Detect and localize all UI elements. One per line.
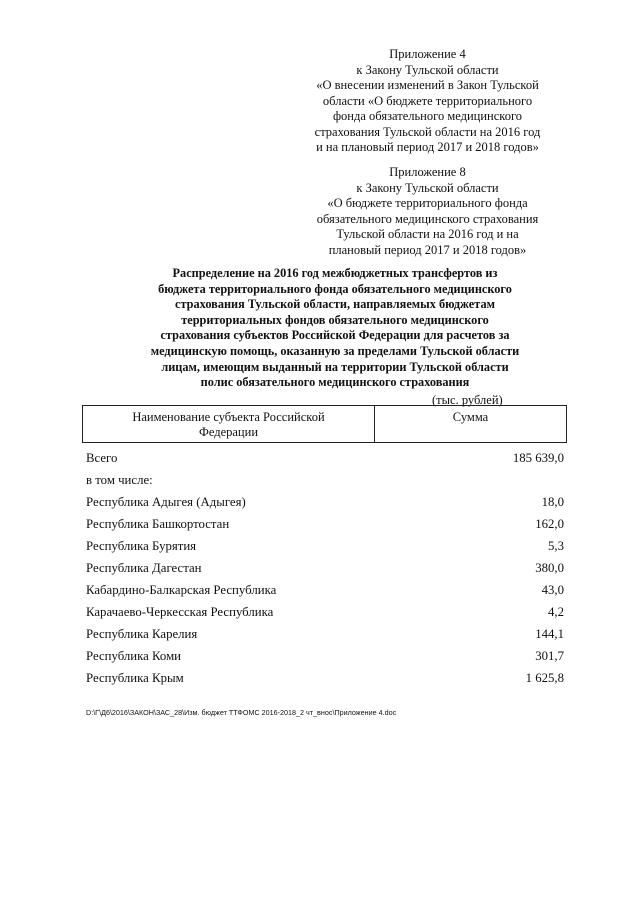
document-title	[100, 266, 570, 391]
row-name: Республика Дагестан	[86, 561, 202, 575]
row-name: Республика Адыгея (Адыгея)	[86, 495, 246, 509]
table-row	[86, 517, 564, 535]
header-subject-name-line: Наименование субъекта Российской	[132, 410, 325, 424]
table-row	[86, 473, 564, 491]
table-header	[82, 405, 567, 443]
annex-4-line: области «О бюджете территориального	[322, 93, 533, 108]
annex-8-line: Тульской области на 2016 год и на	[336, 227, 519, 241]
file-path-footer: D:\Г\Д6\2016\ЗАКОН\ЗАС_28\Изм. бюджет ТТФОМС 2016-2018_2 чт_внос\Приложение 4.doc	[86, 708, 397, 717]
row-name: Республика Башкортостан	[86, 517, 230, 531]
row-value: 162,0	[535, 517, 564, 531]
row-name: Карачаево-Черкесская Республика	[86, 605, 274, 619]
annex-8-line: Приложение 8	[389, 165, 466, 179]
row-value: 301,7	[535, 649, 564, 663]
row-value: 144,1	[535, 627, 564, 641]
annex-4-header	[290, 47, 565, 156]
row-value: 1 625,8	[525, 671, 564, 685]
table-row	[86, 539, 564, 557]
annex-4-line: и на плановый период 2017 и 2018 годов»	[316, 140, 539, 154]
table-row	[86, 649, 564, 667]
annex-4-line: «О внесении изменений в Закон Тульской	[316, 78, 539, 92]
title-line: бюджета территориального фонда обязательного медицинского	[158, 281, 512, 296]
annex-4-line: Приложение 4	[389, 47, 466, 61]
table-row	[86, 671, 564, 689]
row-name: Республика Карелия	[86, 627, 198, 641]
row-name: Кабардино-Балкарская Республика	[86, 583, 277, 597]
title-line: Распределение на 2016 год межбюджетных трансфертов из	[172, 266, 498, 280]
annex-8-line: обязательного медицинского страхования	[316, 211, 539, 226]
row-value: 4,2	[548, 605, 564, 619]
row-value: 380,0	[535, 561, 564, 575]
title-line: страхования Тульской области, направляемых бюджетам	[175, 297, 495, 312]
row-value: 43,0	[541, 583, 564, 597]
row-name: в том числе:	[86, 473, 153, 487]
title-line: лицам, имеющим выданный на территории Тульской области	[161, 359, 509, 374]
annex-4-line: к Закону Тульской области	[356, 62, 499, 77]
table-row-total	[86, 451, 564, 469]
row-name: Всего	[86, 451, 118, 465]
header-subject-name-line: Федерации	[198, 425, 259, 439]
row-name: Республика Бурятия	[86, 539, 197, 553]
row-value: 5,3	[548, 539, 564, 553]
unit-label: (тыс. рублей)	[432, 393, 503, 407]
annex-4-line: страхования Тульской области на 2016 год	[314, 124, 541, 139]
row-value: 18,0	[541, 495, 564, 509]
title-line: полис обязательного медицинского страхования	[200, 375, 470, 390]
table-row	[86, 583, 564, 601]
row-name: Республика Коми	[86, 649, 182, 663]
table-row	[86, 605, 564, 623]
annex-8-line: плановый период 2017 и 2018 годов»	[328, 242, 527, 257]
title-line: страхования субъектов Российской Федерации для расчетов за	[160, 328, 510, 343]
annex-8-line: «О бюджете территориального фонда	[327, 196, 528, 210]
title-line: территориальных фондов обязательного медицинского	[181, 312, 489, 327]
table-row	[86, 561, 564, 579]
header-sum: Сумма	[452, 410, 489, 424]
table-row	[86, 495, 564, 513]
title-line: медицинскую помощь, оказанную за пределами Тульской области	[150, 343, 520, 358]
annex-8-header	[290, 165, 565, 258]
row-value: 185 639,0	[512, 451, 564, 465]
annex-4-line: фонда обязательного медицинского	[332, 109, 523, 123]
annex-8-line: к Закону Тульской области	[356, 180, 499, 195]
table-row	[86, 627, 564, 645]
header-subject-name	[83, 406, 375, 442]
row-name: Республика Крым	[86, 671, 184, 685]
